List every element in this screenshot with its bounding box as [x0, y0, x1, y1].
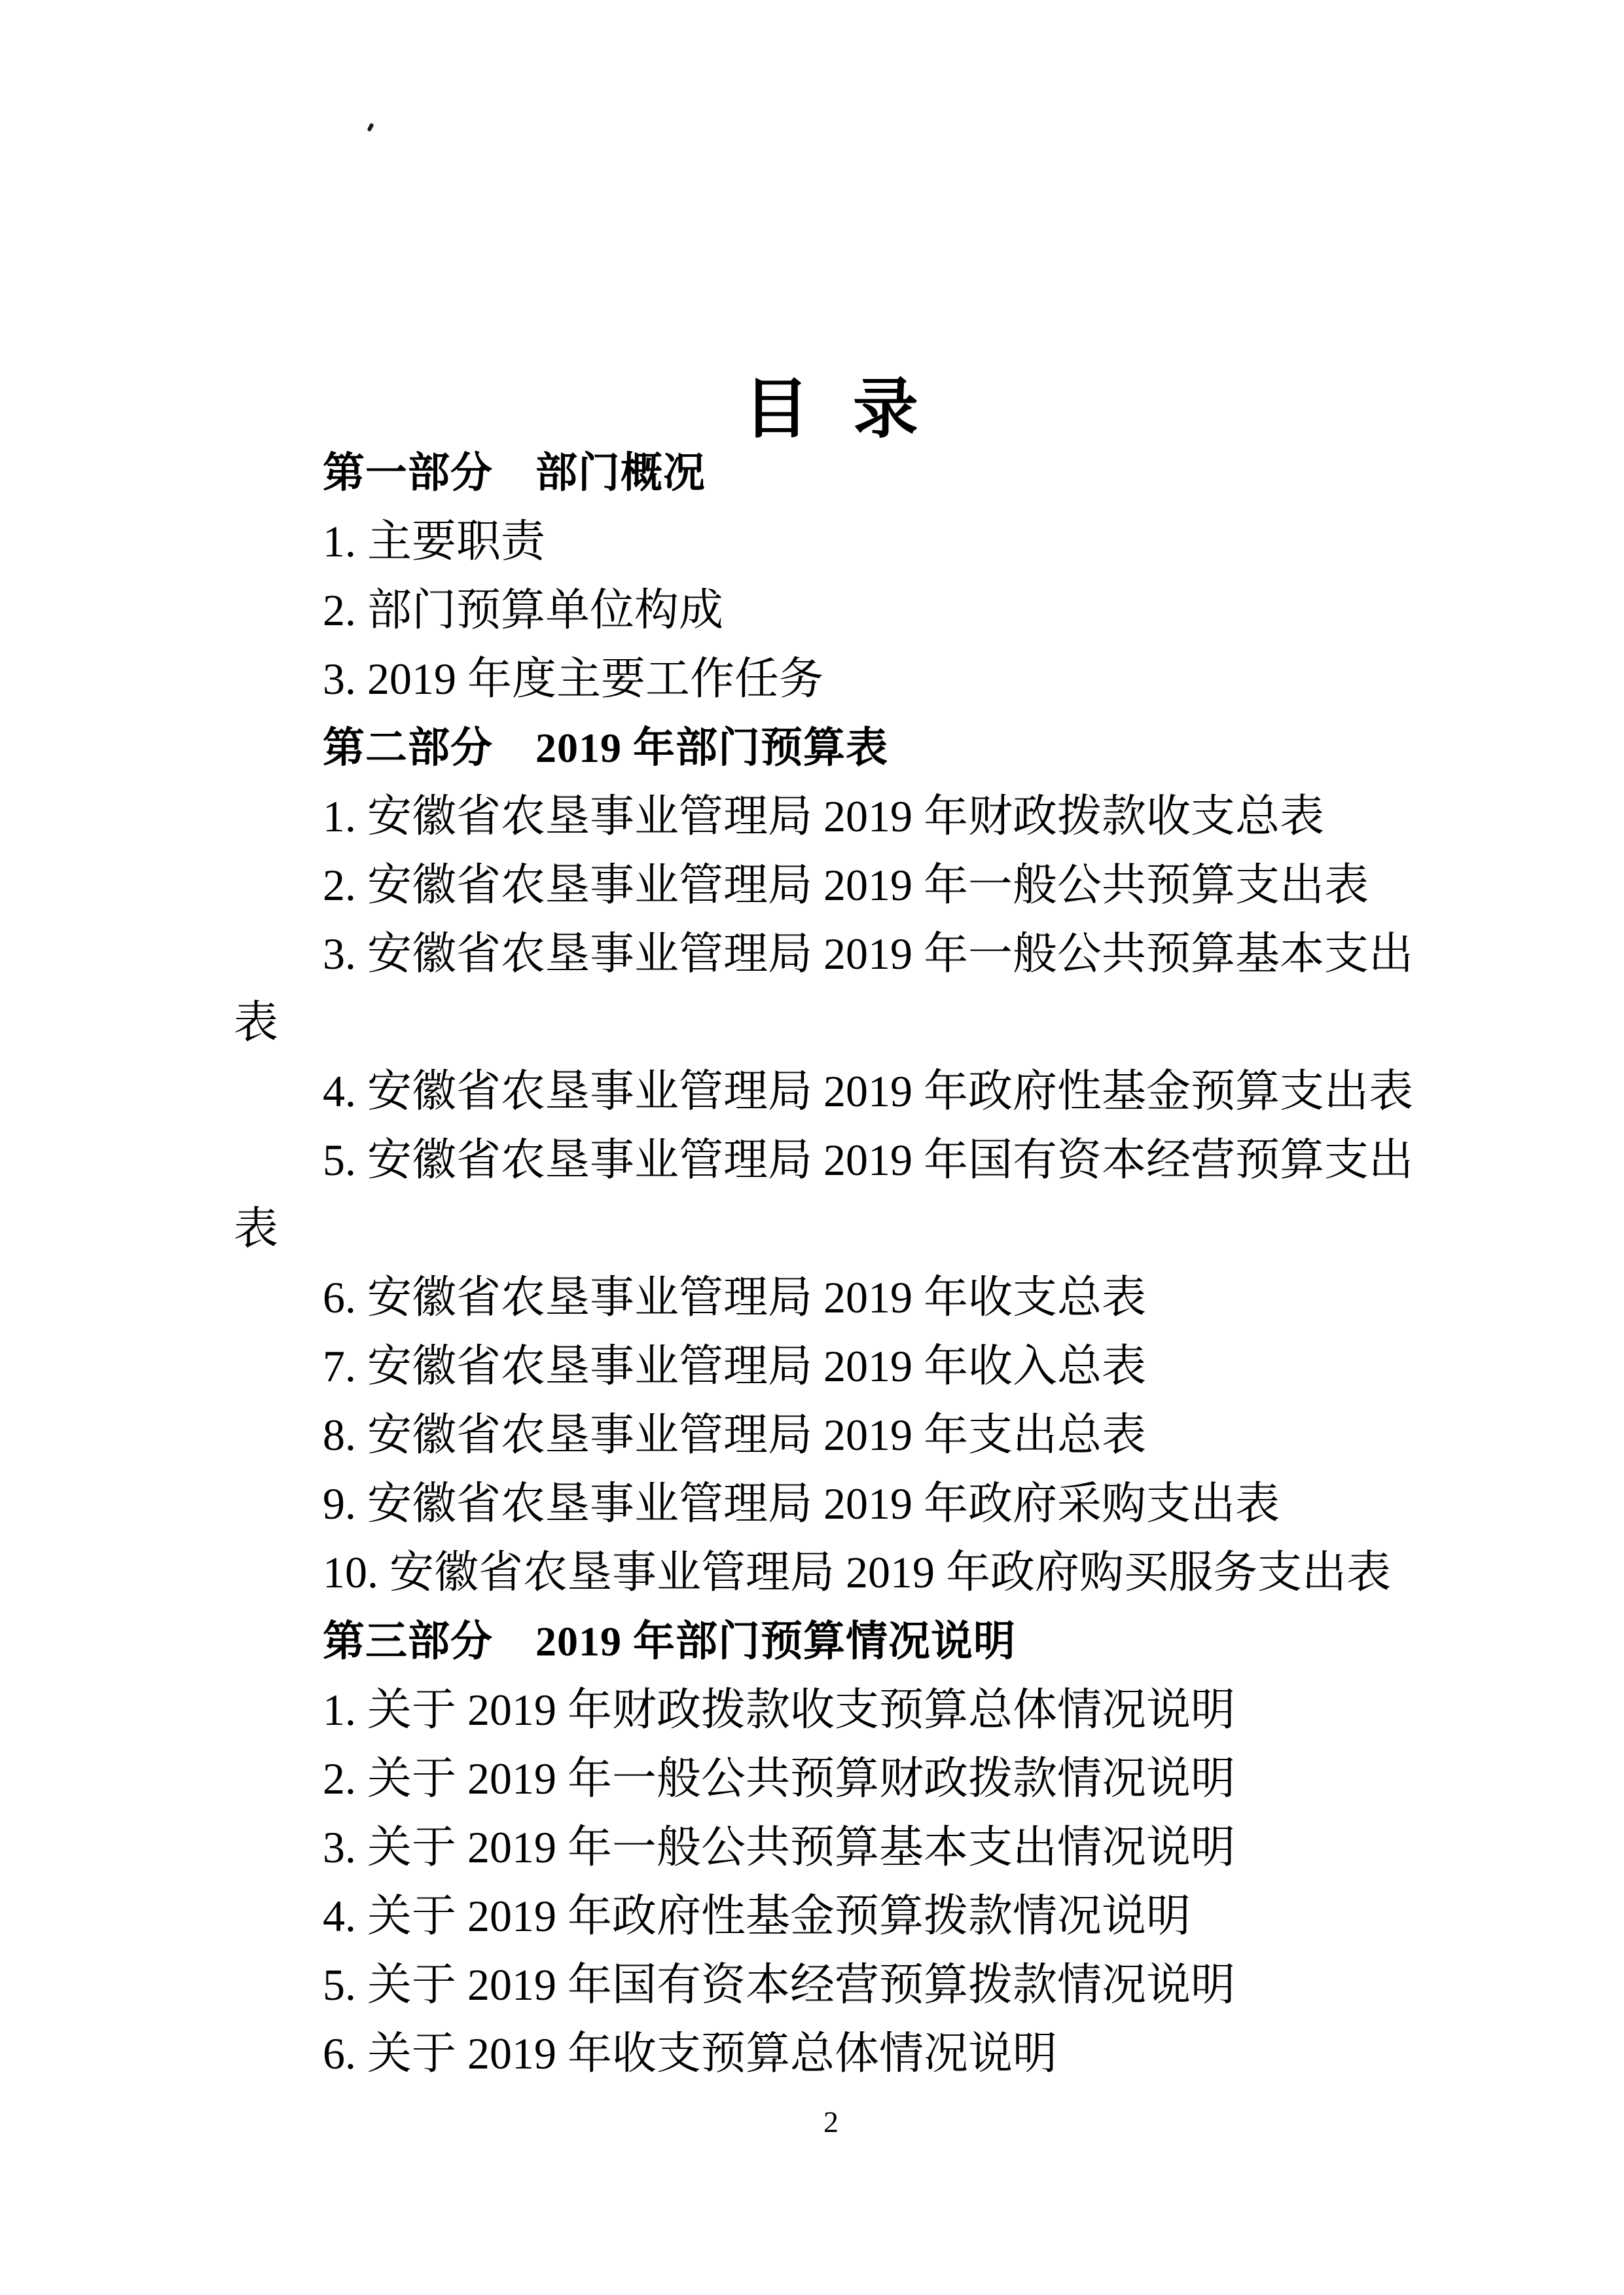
toc-line-item: 8. 安徽省农垦事业管理局 2019 年支出总表: [323, 1410, 1147, 1460]
toc-line-continuation: 表: [234, 998, 279, 1047]
toc-line-item: 1. 关于 2019 年财政拨款收支预算总体情况说明: [323, 1685, 1236, 1735]
toc-line-item: 1. 主要职责: [323, 516, 546, 566]
toc-line-item: 3. 2019 年度主要工作任务: [323, 654, 824, 704]
toc-line-continuation: 表: [234, 1204, 279, 1254]
toc-line-item: 3. 安徽省农垦事业管理局 2019 年一般公共预算基本支出: [323, 929, 1414, 979]
page-title: 目 录: [744, 372, 920, 446]
toc-line-item: 2. 关于 2019 年一般公共预算财政拨款情况说明: [323, 1754, 1236, 1803]
toc-line-item: 2. 部门预算单位构成: [323, 585, 724, 635]
toc-list: [234, 439, 1412, 2088]
toc-line-item: 5. 安徽省农垦事业管理局 2019 年国有资本经营预算支出: [323, 1135, 1414, 1185]
toc-line-item: 1. 安徽省农垦事业管理局 2019 年财政拨款收支总表: [323, 791, 1325, 841]
toc-line-item: 3. 关于 2019 年一般公共预算基本支出情况说明: [323, 1822, 1236, 1872]
toc-line-item: 9. 安徽省农垦事业管理局 2019 年政府采购支出表: [323, 1479, 1280, 1528]
toc-line-item: 4. 安徽省农垦事业管理局 2019 年政府性基金预算支出表: [323, 1066, 1414, 1116]
page-number: 2: [823, 2105, 839, 2139]
toc-line-item: 5. 关于 2019 年国有资本经营预算拨款情况说明: [323, 1960, 1236, 2010]
toc-line-item: 4. 关于 2019 年政府性基金预算拨款情况说明: [323, 1891, 1191, 1941]
scan-artifact-dot: [367, 122, 374, 132]
toc-line-item: 10. 安徽省农垦事业管理局 2019 年政府购买服务支出表: [323, 1547, 1392, 1597]
toc-line-item: 6. 关于 2019 年收支预算总体情况说明: [323, 2029, 1058, 2078]
toc-line-heading: 第三部分 2019 年部门预算情况说明: [323, 1618, 1016, 1665]
toc-line-item: 6. 安徽省农垦事业管理局 2019 年收支总表: [323, 1273, 1147, 1322]
toc-line-item: 2. 安徽省农垦事业管理局 2019 年一般公共预算支出表: [323, 860, 1369, 910]
toc-line-heading: 第一部分 部门概况: [323, 450, 706, 496]
toc-line-heading: 第二部分 2019 年部门预算表: [323, 725, 888, 771]
toc-line-item: 7. 安徽省农垦事业管理局 2019 年收入总表: [323, 1341, 1147, 1391]
